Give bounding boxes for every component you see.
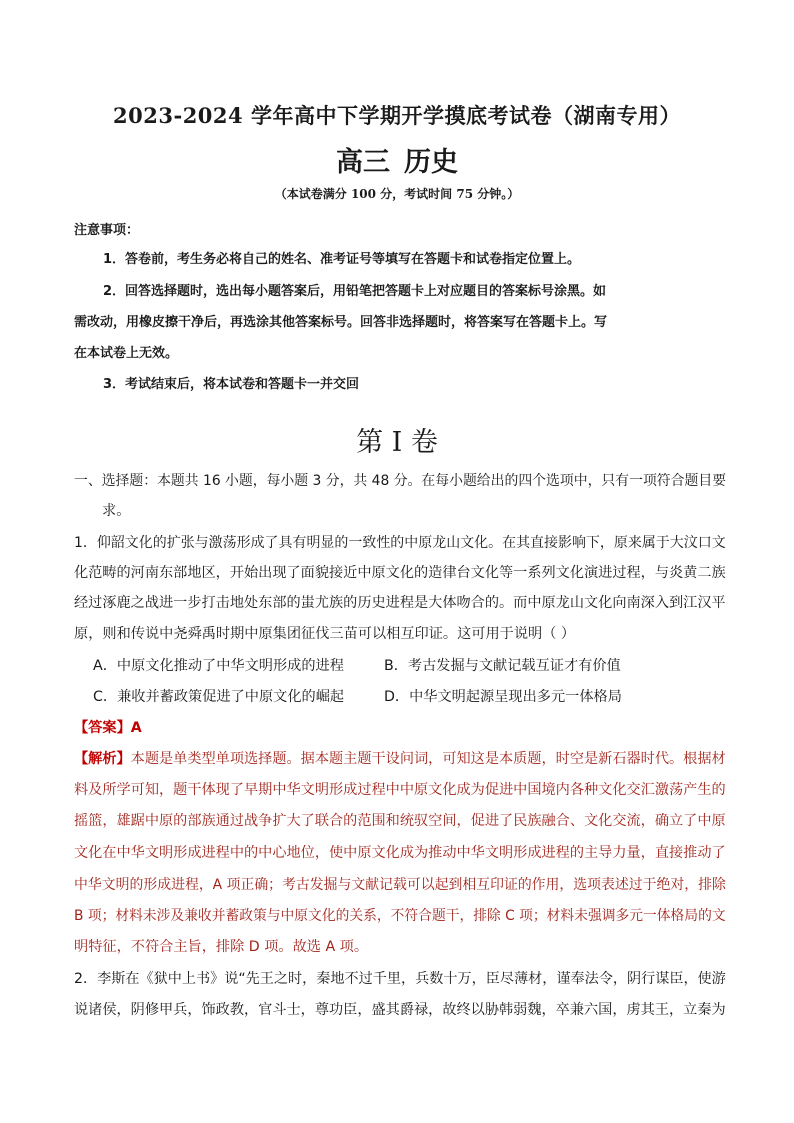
q1-analysis-line-3: 摇篮，雄踞中原的部族通过战争扩大了联合的范围和统驭空间，促进了民族融合、文化交流，确立了中原: [74, 813, 726, 829]
q1-stem-line-4: 原，则和传说中尧舜禹时期中原集团征伐三苗可以相互印证。这可用于说明（ ）: [74, 626, 576, 642]
notice-heading: 注意事项：: [74, 223, 140, 238]
notice-item-3: 3．考试结束后，将本试卷和答题卡一并交回: [103, 377, 360, 392]
q1-analysis-line-6: B 项；材料未涉及兼收并蓄政策与中原文化的关系，不符合题干，排除 C 项；材料未强调多元一体格局的文: [74, 908, 726, 924]
q1-option-a: A．中原文化推动了中华文明形成的进程: [93, 658, 344, 674]
notice-item-1: 1．答卷前，考生务必将自己的姓名、准考证号等填写在答题卡和试卷指定位置上。: [103, 252, 581, 267]
q2-stem-line-2: 说诸侯，阴修甲兵，饰政教，官斗士，尊功臣，盛其爵禄，故终以胁韩弱魏，卒兼六国，虏其王，立秦为: [74, 1002, 726, 1018]
q1-stem-line-1: 1．仰韶文化的扩张与激荡形成了具有明显的一致性的中原龙山文化。在其直接影响下，原来属于大汶口文: [74, 535, 726, 551]
notice-item-2-line-3: 在本试卷上无效。: [74, 346, 179, 361]
q1-analysis-line-1: [74, 748, 726, 768]
subject-label: 历史: [404, 147, 458, 178]
grade-label: 高三: [336, 147, 390, 178]
q1-analysis-line-5: 中华文明的形成进程，A 项正确；考古发掘与文献记载可以起到相互印证的作用，选项表述过于绝对，排除: [74, 877, 726, 893]
notice-item-2-line-2: 需改动，用橡皮擦干净后，再选涂其他答案标号。回答非选择题时，将答案写在答题卡上。写: [74, 315, 608, 330]
q1-option-b: B．考古发掘与文献记载互证才有价值: [384, 658, 621, 674]
answer-value: A: [130, 720, 142, 736]
section-title: 第 I 卷: [356, 427, 438, 458]
q1-stem-line-2: 化范畴的河南东部地区，开始出现了面貌接近中原文化的造律台文化等一系列文化演进过程，与炎黄二族: [74, 565, 726, 581]
q1-option-d: D．中华文明起源呈现出多元一体格局: [384, 689, 622, 705]
q1-analysis-line-2: 料及所学可知，题干体现了早期中华文明形成过程中中原文化成为促进中国境内各种文化交汇激荡产生的: [74, 782, 726, 798]
q1-analysis-line-4: 文化在中华文明形成进程中的中心地位，使中原文化成为推动中华文明形成进程的主导力量，直接推动了: [74, 845, 726, 861]
q1-stem-line-3: 经过涿鹿之战进一步打击地处东部的蚩尤族的历史进程是大体吻合的。而中原龙山文化向南深入到江汉平: [74, 595, 726, 611]
subject-title: [0, 140, 794, 179]
exam-info: （本试卷满分 100 分，考试时间 75 分钟。）: [274, 187, 520, 201]
analysis-text: 本题是单类型单项选择题。据本题主题干设问词，可知这是本质题，时空是新石器时代。根据材: [130, 751, 726, 767]
section-instruction-line-2: 求。: [102, 503, 131, 519]
q1-answer: [74, 717, 142, 737]
q1-analysis-line-7: 明特征，不符合主旨，排除 D 项。故选 A 项。: [74, 939, 369, 955]
q2-stem-line-1: 2．李斯在《狱中上书》说“先王之时，秦地不过千里，兵数十万，臣尽薄材，谨奉法令，阴行谋臣，使游: [74, 971, 726, 987]
answer-label: 【答案】: [74, 720, 131, 736]
analysis-label: 【解析】: [74, 751, 131, 767]
notice-item-2-line-1: 2．回答选择题时，选出每小题答案后，用铅笔把答题卡上对应题目的答案标号涂黑。如: [103, 284, 607, 299]
q1-option-c: C．兼收并蓄政策促进了中原文化的崛起: [93, 689, 345, 705]
exam-title: 2023-2024 学年高中下学期开学摸底考试卷（湖南专用）: [113, 103, 681, 128]
section-instruction-line-1: 一、选择题：本题共 16 小题，每小题 3 分，共 48 分。在每小题给出的四个选项中，只有一项符合题目要: [74, 473, 727, 489]
